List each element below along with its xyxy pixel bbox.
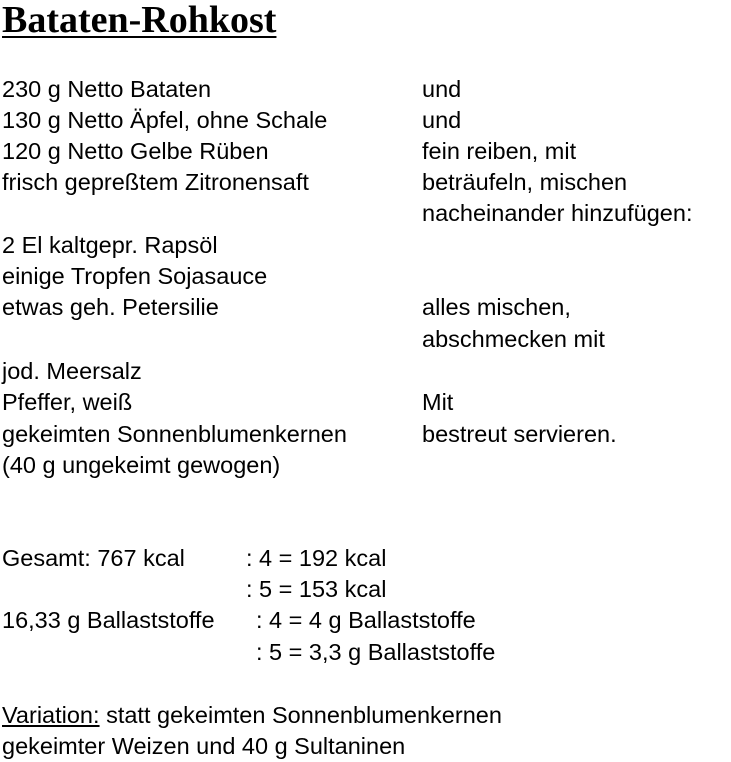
ingredient-line: [2, 74, 731, 105]
instruction-text: fein reiben, mit: [422, 138, 577, 164]
total-division: : 4 = 4 g Ballaststoffe: [256, 607, 476, 633]
recipe-title: Bataten-Rohkost: [2, 0, 277, 41]
ingredient-text: jod. Meersalz: [2, 358, 142, 384]
total-division: : 5 = 153 kcal: [246, 576, 387, 602]
total-division: : 5 = 3,3 g Ballaststoffe: [256, 639, 496, 665]
ingredient-line: [2, 261, 731, 292]
instruction-text: und: [422, 107, 462, 133]
ingredient-line: [2, 387, 731, 418]
ingredient-text: etwas geh. Petersilie: [2, 294, 219, 320]
ingredient-text: 230 g Netto Bataten: [2, 76, 212, 102]
ingredient-line: [2, 324, 731, 355]
instruction-text: nacheinander hinzufügen:: [422, 200, 693, 226]
total-line: [2, 574, 731, 605]
variation-text: [2, 700, 502, 731]
ingredient-line: [2, 292, 731, 323]
ingredient-text: 130 g Netto Äpfel, ohne Schale: [2, 107, 328, 133]
variation-description: statt gekeimten Sonnenblumenkernen: [99, 702, 502, 728]
ingredient-text: gekeimten Sonnenblumenkernen: [2, 421, 347, 447]
ingredient-text: frisch gepreßtem Zitronensaft: [2, 169, 309, 195]
instruction-text: bestreut servieren.: [422, 421, 617, 447]
variation-line: [2, 700, 731, 731]
total-line: [2, 637, 731, 668]
total-line: [2, 543, 731, 574]
ingredient-text: Pfeffer, weiß: [2, 389, 133, 415]
variation-label: Variation:: [2, 702, 100, 728]
ingredient-line: [2, 230, 731, 261]
total-text: Gesamt: 767 kcal: [2, 545, 185, 571]
ingredient-line: [2, 105, 731, 136]
total-division: : 4 = 192 kcal: [246, 545, 387, 571]
ingredient-line: [2, 356, 731, 387]
variation-line: [2, 731, 731, 762]
ingredient-text: (40 g ungekeimt gewogen): [2, 452, 281, 478]
ingredient-text: 120 g Netto Gelbe Rüben: [2, 138, 269, 164]
ingredient-line: [2, 450, 731, 481]
ingredient-line: [2, 167, 731, 198]
instruction-text: und: [422, 76, 462, 102]
ingredient-text: 2 El kaltgepr. Rapsöl: [2, 232, 218, 258]
variation-description-continued: gekeimter Weizen und 40 g Sultaninen: [2, 733, 406, 759]
ingredient-line: [2, 136, 731, 167]
instruction-text: beträufeln, mischen: [422, 169, 628, 195]
instruction-text: alles mischen,: [422, 294, 571, 320]
ingredient-line: [2, 419, 731, 450]
ingredient-text: einige Tropfen Sojasauce: [2, 263, 268, 289]
total-line: [2, 605, 731, 636]
instruction-text: abschmecken mit: [422, 326, 605, 352]
instruction-text: Mit: [422, 389, 454, 415]
total-text: 16,33 g Ballaststoffe: [2, 607, 215, 633]
ingredient-line: [2, 198, 731, 229]
